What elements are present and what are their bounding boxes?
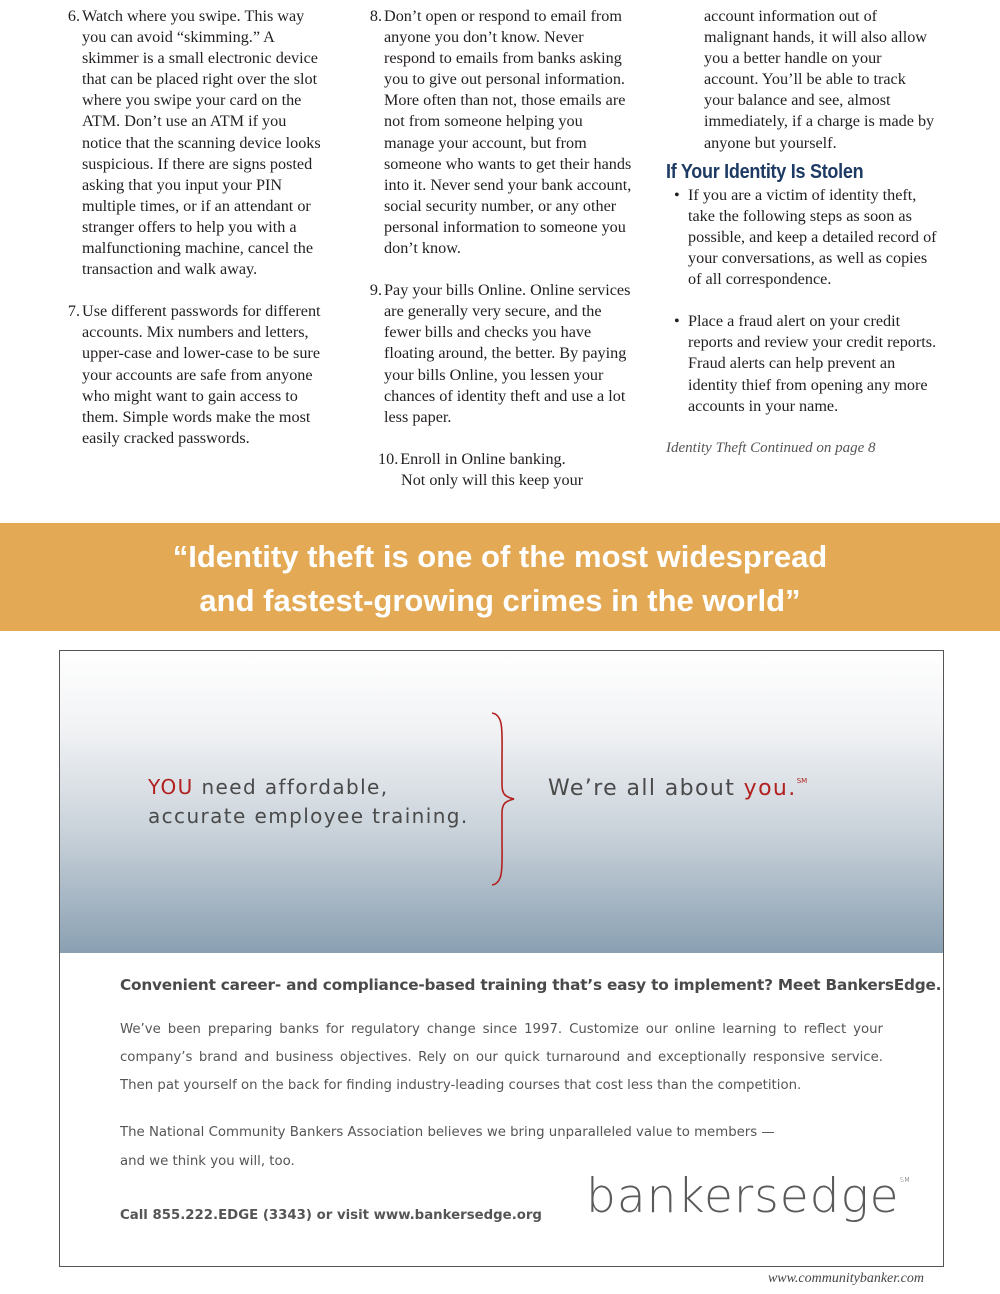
you-emphasis: YOU — [148, 775, 194, 799]
you-emphasis: you. — [743, 776, 797, 801]
tip-number: 10. — [378, 449, 399, 468]
tip-number: 8. — [369, 7, 382, 25]
tip-7 — [64, 301, 326, 449]
endorsement-line1: The National Community Bankers Association believes we bring unparalleled value to members — — [120, 1125, 775, 1140]
tip-10 — [366, 449, 636, 470]
article-column-3 — [666, 6, 938, 459]
tip-number: 6. — [67, 7, 80, 25]
pull-quote-line2: and fastest-growing crimes in the world” — [199, 583, 801, 618]
tip-number: 7. — [67, 302, 80, 321]
bullet-text: If you are a victim of identity theft, take the following steps as soon as possible, and keep a detailed record of your conversations, as well as copies of all correspondence. — [688, 185, 937, 289]
tip-text: Use different passwords for different accounts. Mix numbers and letters, upper-case and lower-case to be sure your accounts are safe from anyone who might want to gain access to them. Simple words make the most easily cracked passwords. — [82, 302, 321, 447]
tip-text: Pay your bills Online. Online services are generally very secure, and the fewer bills and checks you have floating around, the better. By paying your bills Online, you lessen your chances of identity theft and use a lot less paper. — [384, 281, 631, 426]
article-column-1 — [64, 6, 326, 449]
bullet-item — [666, 185, 938, 290]
tip-text-line1: Enroll in Online banking. — [400, 449, 566, 468]
footer-url: www.communitybanker.com — [767, 1271, 924, 1286]
service-mark: SM — [796, 777, 808, 785]
ad-body — [120, 976, 942, 1176]
tagline-line2: accurate employee training. — [148, 804, 469, 828]
bankersedge-advertisement — [59, 650, 944, 1267]
bullet-text: Place a fraud alert on your credit reports and review your credit reports. Fraud alerts can help prevent an identity thief from opening any more accounts in your name. — [688, 312, 937, 415]
tip-8 — [366, 6, 636, 259]
section-heading: If Your Identity Is Stolen — [666, 160, 864, 183]
tip-6 — [64, 6, 326, 280]
article-column-2 — [366, 6, 636, 491]
bankersedge-logo — [586, 1169, 910, 1224]
ad-contact-line: Call 855.222.EDGE (3343) or visit www.bankersedge.org — [120, 1208, 542, 1223]
pull-quote-line1: “Identity theft is one of the most widespread — [172, 539, 828, 574]
tagline-line1: need affordable, — [193, 775, 389, 799]
ad-tagline-left — [148, 773, 469, 831]
pull-quote-banner — [0, 523, 1000, 631]
tip-10-continued-text: account information out of malignant hands, it will also allow you a better handle on your account. You’ll be able to track your balance and see, almost immediately, if a charge is made by anyone but yourself. — [704, 7, 935, 152]
continued-note: Identity Theft Continued on page 8 — [666, 439, 876, 456]
tagline-right-text: We’re all about — [548, 776, 744, 801]
logo-service-mark: SM — [899, 1176, 911, 1184]
tip-number: 9. — [369, 281, 382, 300]
tip-text: Watch where you swipe. This way you can avoid “skimming.” A skimmer is a small electronic device that can be placed right over the slot where you swipe your card on the ATM. Don’t use an ATM if you notice that the scanning device looks suspicious. If there are signs posted asking that you input your PIN multiple times, or if an attendant or stranger offers to help you with a malfunctioning machine, cancel the transaction and walk away. — [82, 7, 321, 279]
bullet-icon: • — [674, 185, 680, 204]
tip-9 — [366, 280, 636, 428]
endorsement-line2: and we think you will, too. — [120, 1154, 295, 1169]
logo-text: bankersedge — [586, 1169, 900, 1224]
tip-text-line2: Not only will this keep your — [401, 470, 584, 489]
bullet-item — [666, 311, 938, 416]
ad-endorsement — [120, 1118, 883, 1176]
curly-brace-icon — [488, 711, 518, 887]
ad-headline: Convenient career- and compliance-based training that’s easy to implement? Meet BankersEdge. — [120, 976, 942, 994]
bullet-icon: • — [674, 312, 680, 331]
ad-paragraph: We’ve been preparing banks for regulatory change since 1997. Customize our online learning to reflect your company’s brand and business objectives. Rely on our quick turnaround and exceptionally responsive service. Then pat yourself on the back for finding industry-leading courses that cost less than the competition. — [120, 1022, 883, 1093]
tip-text: Don’t open or respond to email from anyone you don’t know. Never respond to emails from banks asking you to give out personal information. More often than not, those emails are not from someone helping you manage your account, but from someone who wants to get their hands into it. Never send your bank account, social security number, or any other personal information to someone you don’t know. — [384, 7, 632, 258]
ad-tagline-right — [548, 776, 807, 801]
